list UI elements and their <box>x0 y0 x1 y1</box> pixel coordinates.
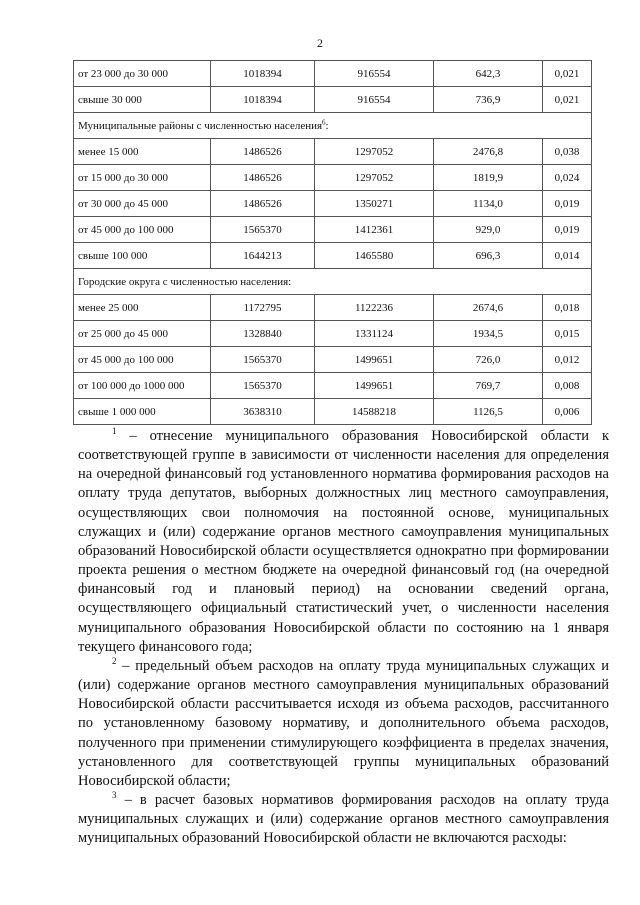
table-row <box>74 87 592 113</box>
group-suffix: : <box>325 119 329 132</box>
table-cell-range: от 23 000 до 30 000 <box>74 61 211 87</box>
table-cell-range: от 25 000 до 45 000 <box>74 321 211 347</box>
table-cell: 3638310 <box>211 399 315 425</box>
table-cell: 1486526 <box>211 139 315 165</box>
table-cell-range: от 45 000 до 100 000 <box>74 347 211 373</box>
table-cell: 2674,6 <box>434 295 543 321</box>
table-row <box>74 399 592 425</box>
table-cell-range: от 45 000 до 100 000 <box>74 217 211 243</box>
table-cell: 1172795 <box>211 295 315 321</box>
group-header-districts <box>74 113 592 139</box>
table-row <box>74 321 592 347</box>
table-cell: 14588218 <box>315 399 434 425</box>
table-cell-range: менее 15 000 <box>74 139 211 165</box>
table-cell: 0,019 <box>543 217 592 243</box>
group-label: Муниципальные районы с численностью населения <box>78 119 323 132</box>
table-cell: 1819,9 <box>434 165 543 191</box>
footnote-text: – предельный объем расходов на оплату труда муниципальных служащих и (или) содержание органов местного самоуправления муниципальных образований Новосибирской области рассчитывается исходя из объема расходов, рассчитанного по установленному базовому нормативу, и дополнительного объема расходов, полученного при применении стимулирующего коэффициента в пределах значения, установленного для соответствующей группы муниципальных образований Новосибирской области; <box>78 657 609 789</box>
footnote-ref: 6 <box>322 117 326 126</box>
table-row <box>74 347 592 373</box>
table-cell: 1499651 <box>315 373 434 399</box>
table-cell: 1486526 <box>211 191 315 217</box>
table-cell: 0,008 <box>543 373 592 399</box>
footnote-1 <box>78 427 609 657</box>
table-cell: 642,3 <box>434 61 543 87</box>
table-cell: 696,3 <box>434 243 543 269</box>
table-cell-range: менее 25 000 <box>74 295 211 321</box>
table-cell: 0,012 <box>543 347 592 373</box>
table-cell: 0,021 <box>543 61 592 87</box>
table-cell-range: от 30 000 до 45 000 <box>74 191 211 217</box>
footnote-number: 2 <box>112 656 117 667</box>
table-cell: 929,0 <box>434 217 543 243</box>
table-cell: 0,018 <box>543 295 592 321</box>
footnote-2 <box>78 657 609 791</box>
table-cell: 0,038 <box>543 139 592 165</box>
table-cell: 2476,8 <box>434 139 543 165</box>
footnote-number: 3 <box>112 790 117 801</box>
table-cell: 1134,0 <box>434 191 543 217</box>
table-row <box>74 373 592 399</box>
table-cell-range: свыше 30 000 <box>74 87 211 113</box>
table-row <box>74 243 592 269</box>
table-cell: 1486526 <box>211 165 315 191</box>
footnote-3 <box>78 791 609 848</box>
table-cell: 0,015 <box>543 321 592 347</box>
table-cell: 1331124 <box>315 321 434 347</box>
table-cell: 1297052 <box>315 165 434 191</box>
table-cell: 1350271 <box>315 191 434 217</box>
table-row <box>74 295 592 321</box>
table-cell: 1565370 <box>211 373 315 399</box>
footnote-number: 1 <box>112 426 117 437</box>
footnotes <box>78 427 609 848</box>
table-cell: 1018394 <box>211 87 315 113</box>
table-cell: 1412361 <box>315 217 434 243</box>
table-cell-range: от 15 000 до 30 000 <box>74 165 211 191</box>
table-row <box>74 165 592 191</box>
table-cell: 1499651 <box>315 347 434 373</box>
table-cell: 726,0 <box>434 347 543 373</box>
norms-table <box>73 60 592 425</box>
table-cell: 1122236 <box>315 295 434 321</box>
table-cell: 1465580 <box>315 243 434 269</box>
table-cell: 1644213 <box>211 243 315 269</box>
table-cell: 1018394 <box>211 61 315 87</box>
table-cell: 1297052 <box>315 139 434 165</box>
footnote-text: – в расчет базовых нормативов формирования расходов на оплату труда муниципальных служащих и (или) содержание органов местного самоуправления муниципальных образований Новосибирской области не включаются расходы: <box>78 791 609 847</box>
table-cell: 1328840 <box>211 321 315 347</box>
table-cell: 0,021 <box>543 87 592 113</box>
table-row <box>74 61 592 87</box>
page-number: 2 <box>317 36 323 50</box>
group-header-cities: Городские округа с численностью населения: <box>74 269 592 295</box>
table-group-row <box>74 113 592 139</box>
footnote-text: – отнесение муниципального образования Новосибирской области к соответствующей группе в зависимости от численности населения для определения на очередной финансовый год установленного норматива формирования расходов на оплату труда депутатов, выборных должностных лиц местного самоуправления, осуществляющих свои полномочия на постоянной основе, муниципальных служащих и (или) содержание органов местного самоуправления муниципальных образований Новосибирской области осуществляется однократно при формировании проекта решения о местном бюджете на очередной финансовый год (на очередной финансовый год и плановый период) на основании сведений органа, осуществляющего официальный статистический учет, о численности населения муниципального образования Новосибирской области по состоянию на 1 января текущего финансового года; <box>78 428 609 655</box>
table-cell: 0,019 <box>543 191 592 217</box>
table-cell: 916554 <box>315 61 434 87</box>
table-cell: 916554 <box>315 87 434 113</box>
table-cell: 1565370 <box>211 347 315 373</box>
table-cell: 0,006 <box>543 399 592 425</box>
table-cell-range: свыше 100 000 <box>74 243 211 269</box>
table-row <box>74 191 592 217</box>
table-cell-range: свыше 1 000 000 <box>74 399 211 425</box>
table-cell: 769,7 <box>434 373 543 399</box>
table-row <box>74 217 592 243</box>
table-cell-range: от 100 000 до 1000 000 <box>74 373 211 399</box>
table-cell: 1565370 <box>211 217 315 243</box>
table-group-row <box>74 269 592 295</box>
table-cell: 1126,5 <box>434 399 543 425</box>
table-cell: 0,014 <box>543 243 592 269</box>
table-cell: 0,024 <box>543 165 592 191</box>
table-row <box>74 139 592 165</box>
table-cell: 1934,5 <box>434 321 543 347</box>
table-cell: 736,9 <box>434 87 543 113</box>
